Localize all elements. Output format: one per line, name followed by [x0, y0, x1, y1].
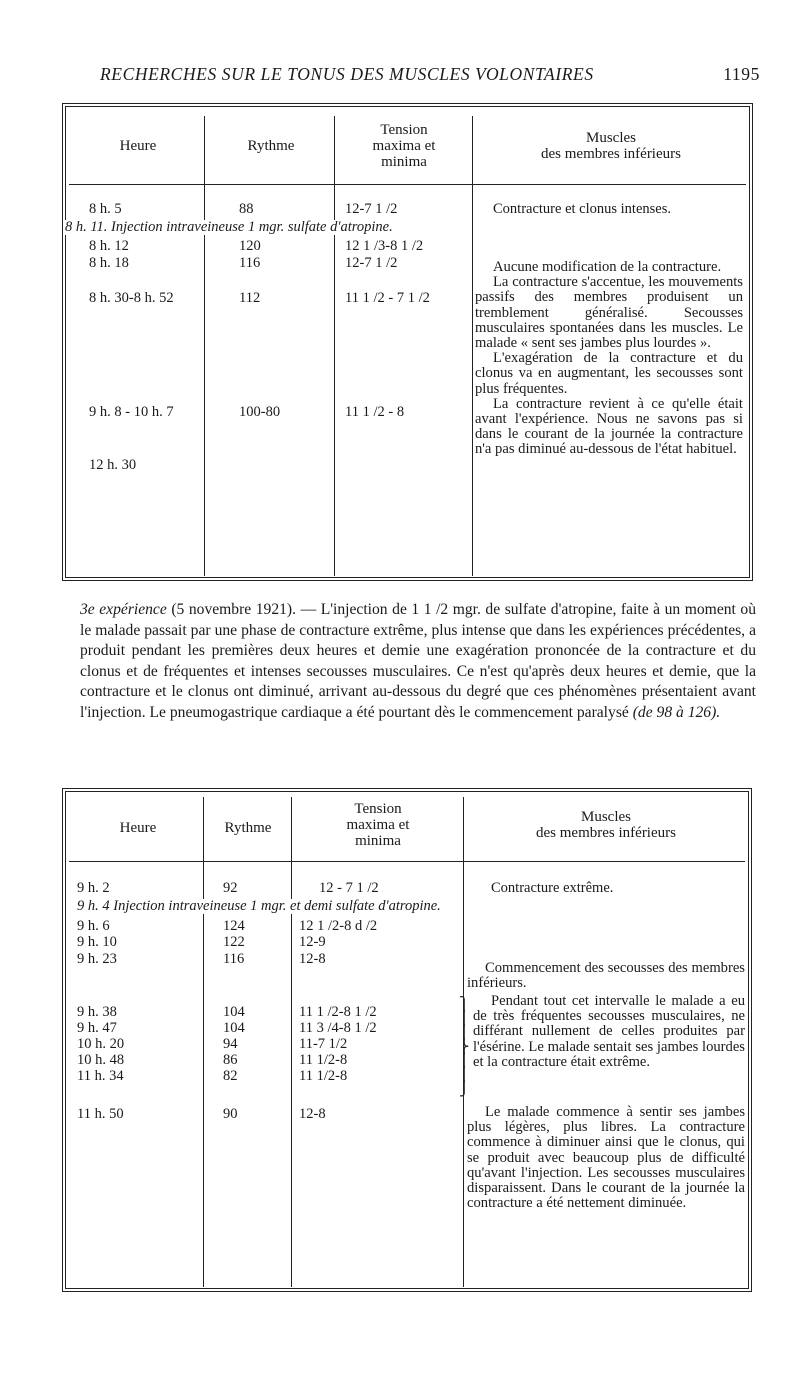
table-cell: 8 h. 12: [89, 238, 129, 254]
col-header-muscles: Muscles des membres inférieurs: [536, 809, 676, 841]
table-cell: 12 h. 30: [89, 457, 137, 473]
injection-note: 9 h. 4 Injection intraveineuse 1 mgr. et demi sulfate d'atropine.: [77, 899, 447, 914]
col-divider: [203, 797, 204, 1287]
table-cell: 9 h. 6: [77, 918, 110, 934]
table-cell: 94: [223, 1036, 238, 1052]
table-cell: 8 h. 30-8 h. 52: [89, 290, 174, 306]
col-header-heure: Heure: [119, 820, 157, 836]
table-cell: 10 h. 20: [77, 1036, 125, 1052]
table-cell: 11 3 /4-8 1 /2: [299, 1020, 377, 1036]
table-cell: 12-7 1 /2: [345, 255, 398, 271]
table-cell: 11 h. 50: [77, 1106, 124, 1122]
table-cell: 122: [223, 934, 245, 950]
table-cell: 104: [223, 1020, 245, 1036]
table-cell: 9 h. 2: [77, 880, 110, 896]
table-cell: 9 h. 8 - 10 h. 7: [89, 404, 174, 420]
table-cell: 12-8: [299, 1106, 326, 1122]
table-cell: 11 1 /2 - 7 1 /2: [345, 290, 430, 306]
table-cell: 11 1 /2-8 1 /2: [299, 1004, 377, 1020]
table-cell: 12-8: [299, 951, 326, 967]
table-cell: 104: [223, 1004, 245, 1020]
col-divider: [334, 116, 335, 576]
table-2: [62, 788, 752, 1292]
table-cell: 9 h. 23: [77, 951, 117, 967]
table-cell: 88: [239, 201, 254, 217]
header-rule: [69, 861, 745, 862]
page-number: 1195: [723, 64, 760, 84]
col-header-rythme: Rythme: [224, 820, 272, 836]
experiment-tail: (de 98 à 126).: [632, 703, 721, 721]
table-cell: 124: [223, 918, 245, 934]
table-cell: 12-9: [299, 934, 326, 950]
table-cell: 86: [223, 1052, 238, 1068]
col-header-rythme: Rythme: [247, 138, 295, 154]
table-cell: 11 1/2-8: [299, 1068, 348, 1084]
table-cell: 11-7 1/2: [299, 1036, 348, 1052]
header-rule: [69, 184, 746, 185]
experiment-text: — L'injection de 1 1 /2 mgr. de sulfate d'atropine, faite à un moment où le malade passait par une phase de contracture extrême, plus intense que dans les expériences précédentes, a produit pendant les premières deux heures et demie une exagération prononcée de la contracture et du clonus et de fréquentes et intenses secousses musculaires. Ce n'est qu'après deux heures et demie, que la contracture et le clonus ont diminué, arrivant au-dessous du degré que ces phénomènes présentaient avant l'injection. Le pneumogastrique cardiaque a été pourtant dès le commencement paralysé: [80, 601, 756, 721]
table-cell: 116: [239, 255, 261, 271]
table-cell: 82: [223, 1068, 238, 1084]
table-cell: 10 h. 48: [77, 1052, 125, 1068]
table-cell: 11 h. 34: [77, 1068, 124, 1084]
table-cell: 112: [239, 290, 261, 306]
running-title: RECHERCHES SUR LE TONUS DES MUSCLES VOLONTAIRES: [100, 64, 594, 84]
table-cell: 116: [223, 951, 245, 967]
col-header-tension: Tension maxima et minima: [346, 801, 410, 849]
body-paragraph: [80, 600, 756, 724]
experiment-lead: 3e expérience: [80, 601, 167, 618]
injection-note: 8 h. 11. Injection intraveineuse 1 mgr. sulfate d'atropine.: [65, 220, 399, 235]
col-header-heure: Heure: [119, 138, 157, 154]
muscles-note-interval: Pendant tout cet intervalle le malade a eu de très fréquentes secousses musculaires, ne différant nullement de celles produites par l'ésérine. Le malade sentait ses jambes lourdes et la contracture était extrême.: [473, 993, 745, 1070]
col-divider: [472, 116, 473, 576]
table-cell: 12 1 /2-8 d /2: [299, 918, 378, 934]
col-divider: [204, 116, 205, 576]
table-cell: 90: [223, 1106, 238, 1122]
table-cell: 92: [223, 880, 238, 896]
table-1: [62, 103, 753, 581]
table-cell: 11 1/2-8: [299, 1052, 348, 1068]
table-cell: 12 - 7 1 /2: [319, 880, 379, 896]
table-cell: 12-7 1 /2: [345, 201, 398, 217]
table-cell: 8 h. 5: [89, 201, 122, 217]
col-header-tension: Tension maxima et minima: [372, 122, 436, 170]
brace-glyph: ⎫ ⎪ ⎪ ⎬ ⎪ ⎪ ⎭: [459, 998, 470, 1097]
table-cell: 12 1 /3-8 1 /2: [345, 238, 424, 254]
col-header-muscles: Muscles des membres inférieurs: [541, 130, 681, 162]
experiment-date: (5 novembre 1921).: [171, 601, 297, 618]
table-cell: Contracture extrême.: [491, 880, 614, 896]
table-cell: 9 h. 38: [77, 1004, 117, 1020]
table-cell: 8 h. 18: [89, 255, 129, 271]
muscles-note-final: Le malade commence à sentir ses jambes plus légères, plus libres. La contracture commence à diminuer ainsi que le clonus, qui se produit avec beaucoup plus de difficulté qu'avant l'injection. Les secousses musculaires disparaissent. Dans le courant de la journée la contracture a été nettement diminuée.: [467, 1104, 745, 1212]
running-header: [100, 64, 760, 85]
muscles-notes: Aucune modification de la contracture. La contracture s'accentue, les mouvements passifs des membres produisent un tremblement généralisé. Secousses musculaires spontanées dans les muscles. Le malade « sent ses jambes plus lourdes ». L'exagération de la contracture et du clonus va en augmentant, les secousses sont plus fréquentes. La contracture revient à ce qu'elle était avant l'expérience. Nous ne savons pas si dans le courant de la journée la contracture n'a pas diminué au-dessous de l'état habituel.: [475, 259, 743, 458]
table-cell: 9 h. 10: [77, 934, 117, 950]
muscles-note-commencement: Commencement des secousses des membres inférieurs.: [467, 960, 745, 992]
table-cell: 100-80: [239, 404, 281, 420]
table-cell: Contracture et clonus intenses.: [493, 201, 671, 217]
table-cell: 9 h. 47: [77, 1020, 117, 1036]
table-cell: 120: [239, 238, 261, 254]
table-cell: 11 1 /2 - 8: [345, 404, 405, 420]
col-divider: [291, 797, 292, 1287]
